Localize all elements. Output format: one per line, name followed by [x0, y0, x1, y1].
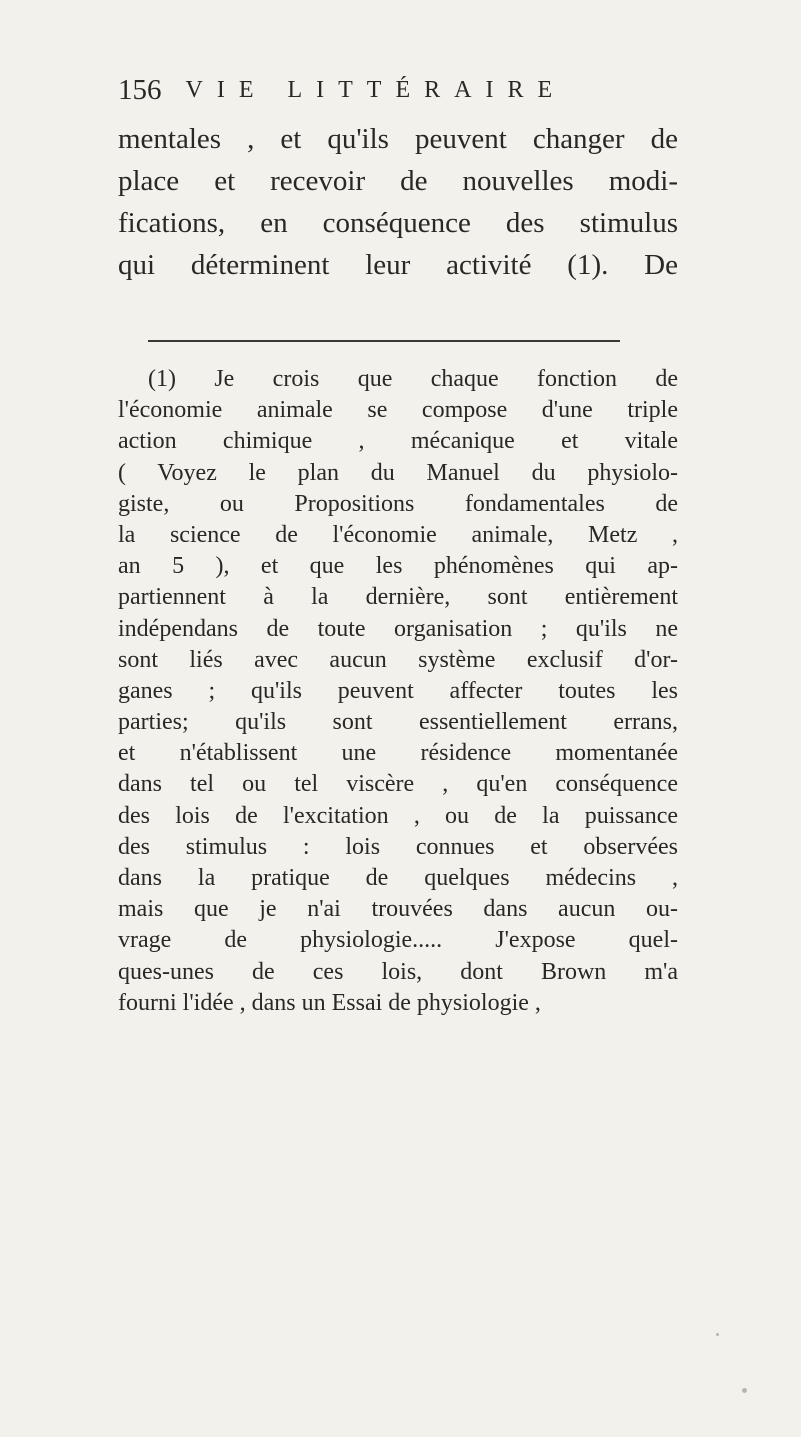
running-head — [118, 70, 678, 110]
footnote-line: indépendans de toute organisation ; qu'ils ne — [118, 615, 678, 642]
footnote-line: an 5 ), et que les phénomènes qui ap- — [118, 553, 678, 580]
footnote-line: la science de l'économie animale, Metz , — [118, 521, 678, 548]
paper-speck — [742, 1388, 747, 1393]
footnote-line: et n'établissent une résidence momentanée — [118, 740, 678, 767]
text-line: mentales , et qu'ils peuvent changer de — [118, 123, 678, 155]
paper-speck — [716, 1333, 719, 1336]
footnote-line: sont liés avec aucun système exclusif d'or- — [118, 646, 678, 673]
footnote-line: partiennent à la dernière, sont entièrement — [118, 584, 678, 611]
footnote-line: l'économie animale se compose d'une triple — [118, 397, 678, 424]
footnote-line: giste, ou Propositions fondamentales de — [118, 490, 678, 517]
footnote-line: parties; qu'ils sont essentiellement errans, — [118, 709, 678, 736]
footnote-line: dans tel ou tel viscère , qu'en conséquence — [118, 771, 678, 798]
page-number: 156 — [118, 74, 162, 106]
text-line: fications, en conséquence des stimulus — [118, 207, 678, 239]
footnote-line: mais que je n'ai trouvées dans aucun ou- — [118, 896, 678, 923]
main-text — [118, 118, 678, 286]
footnote-line: dans la pratique de quelques médecins , — [118, 865, 678, 891]
text-line: qui déterminent leur activité (1). De — [118, 249, 678, 281]
footnote — [118, 364, 678, 1019]
footnote-line: (1) Je crois que chaque fonction de — [148, 366, 678, 392]
footnote-line: des stimulus : lois connues et observées — [118, 833, 678, 860]
text-line: place et recevoir de nouvelles modi- — [118, 165, 678, 197]
running-title: VIE LITTÉRAIRE — [185, 77, 567, 103]
footnote-line: des lois de l'excitation , ou de la puissance — [118, 802, 678, 829]
footnote-line: ques-unes de ces lois, dont Brown m'a — [118, 958, 678, 985]
footnote-line: fourni l'idée , dans un Essai de physiologie , — [118, 989, 541, 1016]
footnote-line: ganes ; qu'ils peuvent affecter toutes les — [118, 677, 678, 704]
footnote-separator — [148, 340, 620, 342]
footnote-line: action chimique , mécanique et vitale — [118, 428, 678, 455]
footnote-line: vrage de physiologie..... J'expose quel- — [118, 927, 678, 954]
footnote-line: ( Voyez le plan du Manuel du physiolo- — [118, 459, 678, 486]
